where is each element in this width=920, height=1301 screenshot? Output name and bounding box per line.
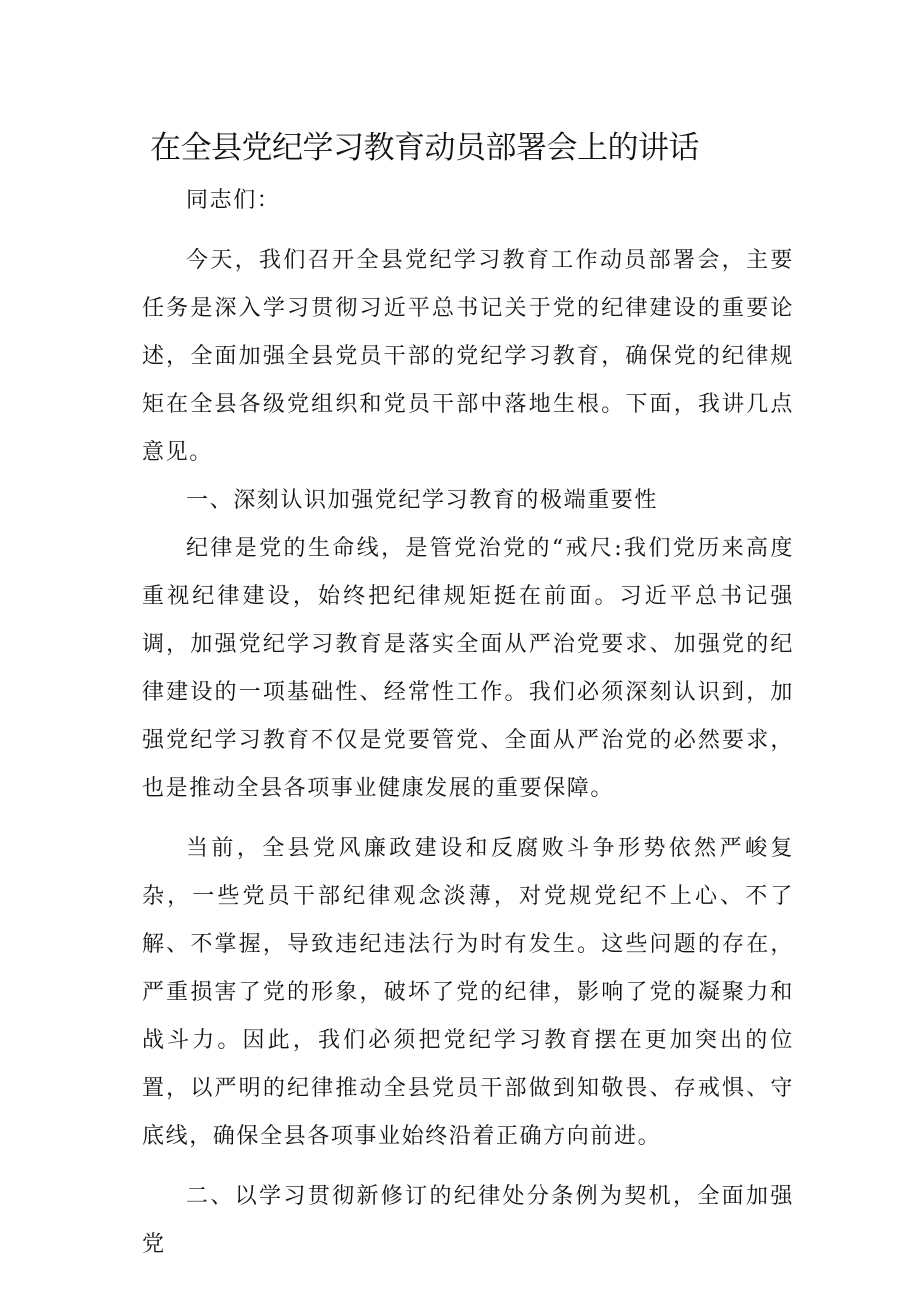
document-title: 在全县党纪学习教育动员部署会上的讲话 [150, 130, 699, 166]
section-heading-2: 二、以学习贯彻新修订的纪律处分条例为契机，全面加强党 [142, 1184, 794, 1257]
salutation: 同志们： [186, 188, 281, 213]
paragraph-current-situation: 当前，全县党风廉政建设和反腐败斗争形势依然严峻复杂，一些党员干部纪律观念淡薄，对党规党纪不上心、不了解、不掌握，导致违纪违法行为时有发生。这些问题的存在，严重损害了党的形象，破坏了党的纪律，影响了党的凝聚力和战斗力。因此，我们必须把党纪学习教育摆在更加突出的位置，以严明的纪律推动全县党员干部做到知敬畏、存戒惧、守底线，确保全县各项事业始终沿着正确方向前进。 [142, 836, 794, 1149]
paragraph-intro: 今天，我们召开全县党纪学习教育工作动员部署会，主要任务是深入学习贯彻习近平总书记关于党的纪律建设的重要论述，全面加强全县党员干部的党纪学习教育，确保党的纪律规矩在全县各级党组织和党员干部中落地生根。下面，我讲几点意见。 [142, 248, 794, 465]
document-body [142, 177, 794, 1269]
section-heading-1: 一、深刻认识加强党纪学习教育的极端重要性 [186, 488, 659, 513]
paragraph-discipline: 纪律是党的生命线，是管党治党的“戒尺:我们党历来高度重视纪律建设，始终把纪律规矩挺在前面。习近平总书记强调，加强党纪学习教育是落实全面从严治党要求、加强党的纪律建设的一项基础性、经常性工作。我们必须深刻认识到，加强党纪学习教育不仅是党要管党、全面从严治党的必然要求，也是推动全县各项事业健康发展的重要保障。 [142, 536, 794, 801]
